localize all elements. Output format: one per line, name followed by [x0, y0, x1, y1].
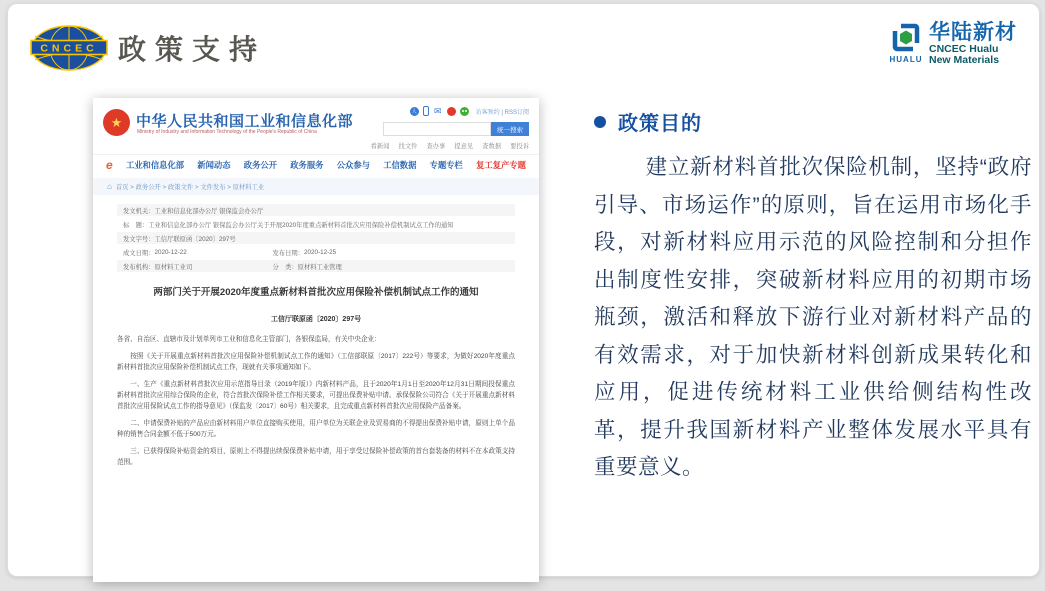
meta-label: 发布机构： [123, 263, 155, 271]
nav-item-gov-open[interactable]: 政务公开 [243, 160, 277, 170]
meta-value: 2020-12-25 [303, 248, 337, 256]
breadcrumb[interactable]: 首页 > 政务公开 > 政策文件 > 文件发布 > 原材料工业 [115, 184, 265, 191]
hualu-mark-icon [889, 22, 923, 54]
meta-label: 标 题： [123, 221, 149, 229]
doc-paragraph-item1: 一、生产《重点新材料首批次应用示范指导目录（2019年版）》内新材料产品，且于2020年1月1日至2020年12月31日期间投保重点新材料首批次应用综合保险的企业，符合首批次保险补偿工作相关要求，可提出保费补贴申请。承保保险公司符合《关于开展重点新材料首批次应用保险试点工作的指导意见》（保监发〔2017〕60号）相关要求，且完成重点新材料首批次应用保险产品备案。 [117, 381, 515, 410]
quick-link-suggest[interactable]: 提意见 [454, 143, 474, 150]
search-button[interactable]: 统一搜索 [491, 122, 529, 136]
nav-item-data[interactable]: 工信数据 [383, 160, 417, 170]
document-content [117, 204, 515, 474]
doc-meta-table [117, 204, 515, 272]
quick-link-services[interactable]: 查办事 [426, 143, 446, 150]
slide [7, 3, 1040, 577]
hualu-name-cn: 华陆新材 [929, 21, 1017, 44]
doc-number: 工信厅联原函〔2020〕297号 [270, 316, 362, 323]
quick-link-data[interactable]: 查数据 [482, 143, 502, 150]
meta-value: 工业和信息化部办公厅 银保监会办公厅 [154, 207, 264, 215]
meta-value: 原材料工业管理 [297, 263, 342, 271]
accessibility-icon[interactable]: 人 [411, 108, 417, 115]
hualu-logo-word: HUALU [889, 55, 923, 64]
policy-purpose-heading: 政策目的 [618, 113, 702, 135]
meta-row-dates [117, 246, 515, 258]
meta-label: 成文日期： [123, 249, 155, 257]
mobile-icon[interactable] [423, 106, 429, 116]
miit-e-icon: e [106, 158, 113, 172]
meta-row-number [117, 232, 515, 244]
policy-purpose-text: 建立新材料首批次保险机制，坚持“政府引导、市场运作”的原则，旨在运用市场化手段，对新材料应用示范的风险控制和分担作出制度性安排，突破新材料应用的初期市场瓶颈，激活和释放下游行业对新材料产品的有效需求，对于加快新材料创新成果转化和应用，促进传统材料工业供给侧结构性改革，提升我国新材料产业整体发展水平具有重要意义。 [594, 155, 1032, 479]
hualu-name-en2: New Materials [929, 54, 1000, 67]
home-icon: ⌂ [107, 182, 112, 191]
nav-item-topics[interactable]: 专题专栏 [429, 160, 463, 170]
national-emblem-icon [103, 109, 130, 136]
doc-paragraph-intro: 按照《关于开展重点新材料首批次应用保险补偿机制试点工作的通知》（工信部联原〔2017〕222号）等要求，为做好2020年度重点新材料首批次应用保险补偿机制试点工作，现就有关事项通知如下。 [117, 353, 515, 371]
meta-value: 2020-12-22 [154, 248, 187, 256]
quick-links [371, 141, 529, 150]
breadcrumb-bar [93, 178, 539, 195]
meta-row-title [117, 218, 515, 230]
ministry-name-cn: 中华人民共和国工业和信息化部 [136, 113, 354, 130]
meta-row-issuer [117, 204, 515, 216]
visitor-rss-links[interactable]: 访客预约 | RSS订阅 [475, 109, 529, 116]
meta-value: 原材料工业司 [154, 263, 193, 271]
cncec-logo-text: CNCEC [40, 42, 98, 55]
ministry-name-en: Ministry of Industry and Information Technology of the People's Republic of China [137, 129, 317, 135]
doc-title: 两部门关于开展2020年度重点新材料首批次应用保险补偿机制试点工作的通知 [153, 287, 479, 298]
nav-item-news[interactable]: 新闻动态 [197, 160, 231, 170]
meta-row-agency [117, 260, 515, 272]
nav-item-resume-work[interactable]: 复工复产专题 [476, 160, 526, 170]
wechat-icon[interactable] [460, 107, 469, 116]
page-title: 政策支持 [118, 35, 267, 66]
bullet-icon [594, 116, 606, 128]
weibo-icon[interactable] [447, 107, 456, 116]
meta-label: 发文机关： [123, 207, 155, 215]
cncec-globe-logo [28, 24, 110, 72]
emblem-star-glyph: ★ [110, 114, 123, 130]
meta-label: 分 类： [272, 263, 298, 271]
hualu-logo [889, 22, 923, 64]
doc-paragraph-item3: 三、已获得保险补贴资金的项目，原则上不得提出续保保费补贴申请，用于享受过保险补偿政策的首台套装备的材料不在本政策支持范围。 [117, 448, 515, 466]
meta-value: 工信厅联原函〔2020〕297号 [154, 235, 236, 243]
site-topbar [410, 106, 529, 116]
nav-item-participate[interactable]: 公众参与 [336, 160, 370, 170]
hualu-brand [889, 22, 1017, 66]
doc-paragraph-item2: 二、申请保费补贴的产品应由新材料用户单位直接购买使用，用户单位为关联企业及贸易商的不得提出保费补贴申请，原则上单个品种的销售合同金额不低于500万元。 [117, 420, 515, 438]
meta-label: 发文字号： [123, 235, 155, 243]
quick-link-news[interactable]: 看新闻 [370, 143, 390, 150]
miit-website-screenshot [93, 98, 539, 582]
site-nav [93, 154, 539, 175]
meta-label: 发布日期： [272, 249, 304, 257]
doc-body [117, 334, 515, 468]
nav-item-gov-service[interactable]: 政务服务 [290, 160, 324, 170]
quick-link-complain[interactable]: 要投诉 [510, 143, 529, 150]
policy-purpose-panel [594, 107, 1032, 487]
search-input[interactable] [383, 122, 491, 136]
meta-value: 工业和信息化部办公厅 银保监会办公厅关于开展2020年度重点新材料首批次应用保险补偿机制试点工作的通知 [148, 221, 454, 229]
nav-item-miit[interactable]: 工业和信息化部 [125, 160, 185, 170]
site-search [383, 122, 529, 136]
hualu-name-en1: CNCEC Hualu [929, 43, 999, 56]
mail-icon[interactable]: ✉ [433, 105, 442, 116]
doc-paragraph-addressee: 各省、自治区、直辖市及计划单列市工业和信息化主管部门，各银保监局，有关中央企业： [117, 336, 381, 343]
quick-link-files[interactable]: 找文件 [398, 143, 418, 150]
